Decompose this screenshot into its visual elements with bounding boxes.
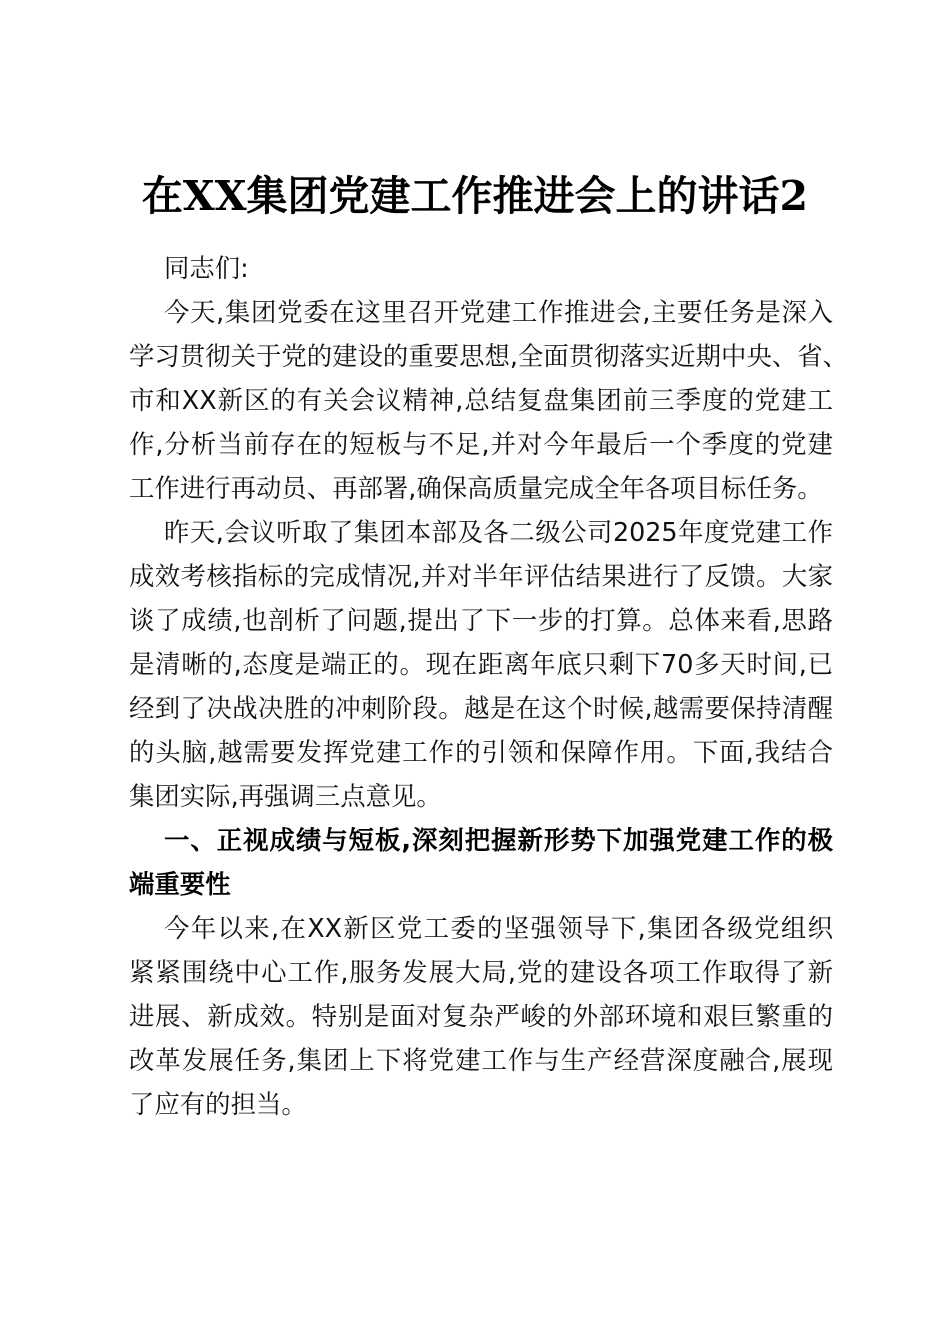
paragraph-opening (129, 290, 849, 510)
text-line: 成效考核指标的完成情况,并对半年评估结果进行了反馈。大家 (129, 561, 833, 591)
text-line: 了应有的担当。 (129, 1089, 307, 1119)
text-line: 今天,集团党委在这里召开党建工作推进会,主要任务是深入 (164, 297, 833, 327)
document-title: 在XX集团党建工作推进会上的讲话2 (141, 172, 809, 220)
text-line: 紧紧围绕中心工作,服务发展大局,党的建设各项工作取得了新 (129, 957, 833, 987)
text-line: 谈了成绩,也剖析了问题,提出了下一步的打算。总体来看,思路 (129, 605, 833, 635)
salutation-text: 同志们: (164, 253, 249, 283)
salutation (129, 246, 833, 290)
heading-line: 一、正视成绩与短板,深刻把握新形势下加强党建工作的极 (164, 825, 833, 855)
text-line: 学习贯彻关于党的建设的重要思想,全面贯彻落实近期中央、省、 (129, 341, 849, 371)
text-line: 经到了决战决胜的冲刺阶段。越是在这个时候,越需要保持清醒 (129, 693, 833, 723)
text-line: 市和XX新区的有关会议精神,总结复盘集团前三季度的党建工 (129, 385, 833, 415)
text-line: 工作进行再动员、再部署,确保高质量完成全年各项目标任务。 (129, 473, 823, 503)
text-line: 进展、新成效。特别是面对复杂严峻的外部环境和艰巨繁重的 (129, 1001, 833, 1031)
heading-line: 端重要性 (129, 869, 231, 899)
text-line: 是清晰的,态度是端正的。现在距离年底只剩下70多天时间,已 (129, 649, 833, 679)
text-line: 昨天,会议听取了集团本部及各二级公司2025年度党建工作 (164, 517, 833, 547)
text-line: 的头脑,越需要发挥党建工作的引领和保障作用。下面,我结合 (129, 737, 833, 767)
text-line: 集团实际,再强调三点意见。 (129, 781, 442, 811)
text-line: 今年以来,在XX新区党工委的坚强领导下,集团各级党组织 (164, 913, 833, 943)
document-body (129, 246, 849, 1126)
text-line: 改革发展任务,集团上下将党建工作与生产经营深度融合,展现 (129, 1045, 833, 1075)
paragraph-achievements (129, 906, 833, 1126)
section-heading-1 (129, 818, 833, 906)
text-line: 作,分析当前存在的短板与不足,并对今年最后一个季度的党建 (129, 429, 833, 459)
paragraph-review (129, 510, 833, 818)
